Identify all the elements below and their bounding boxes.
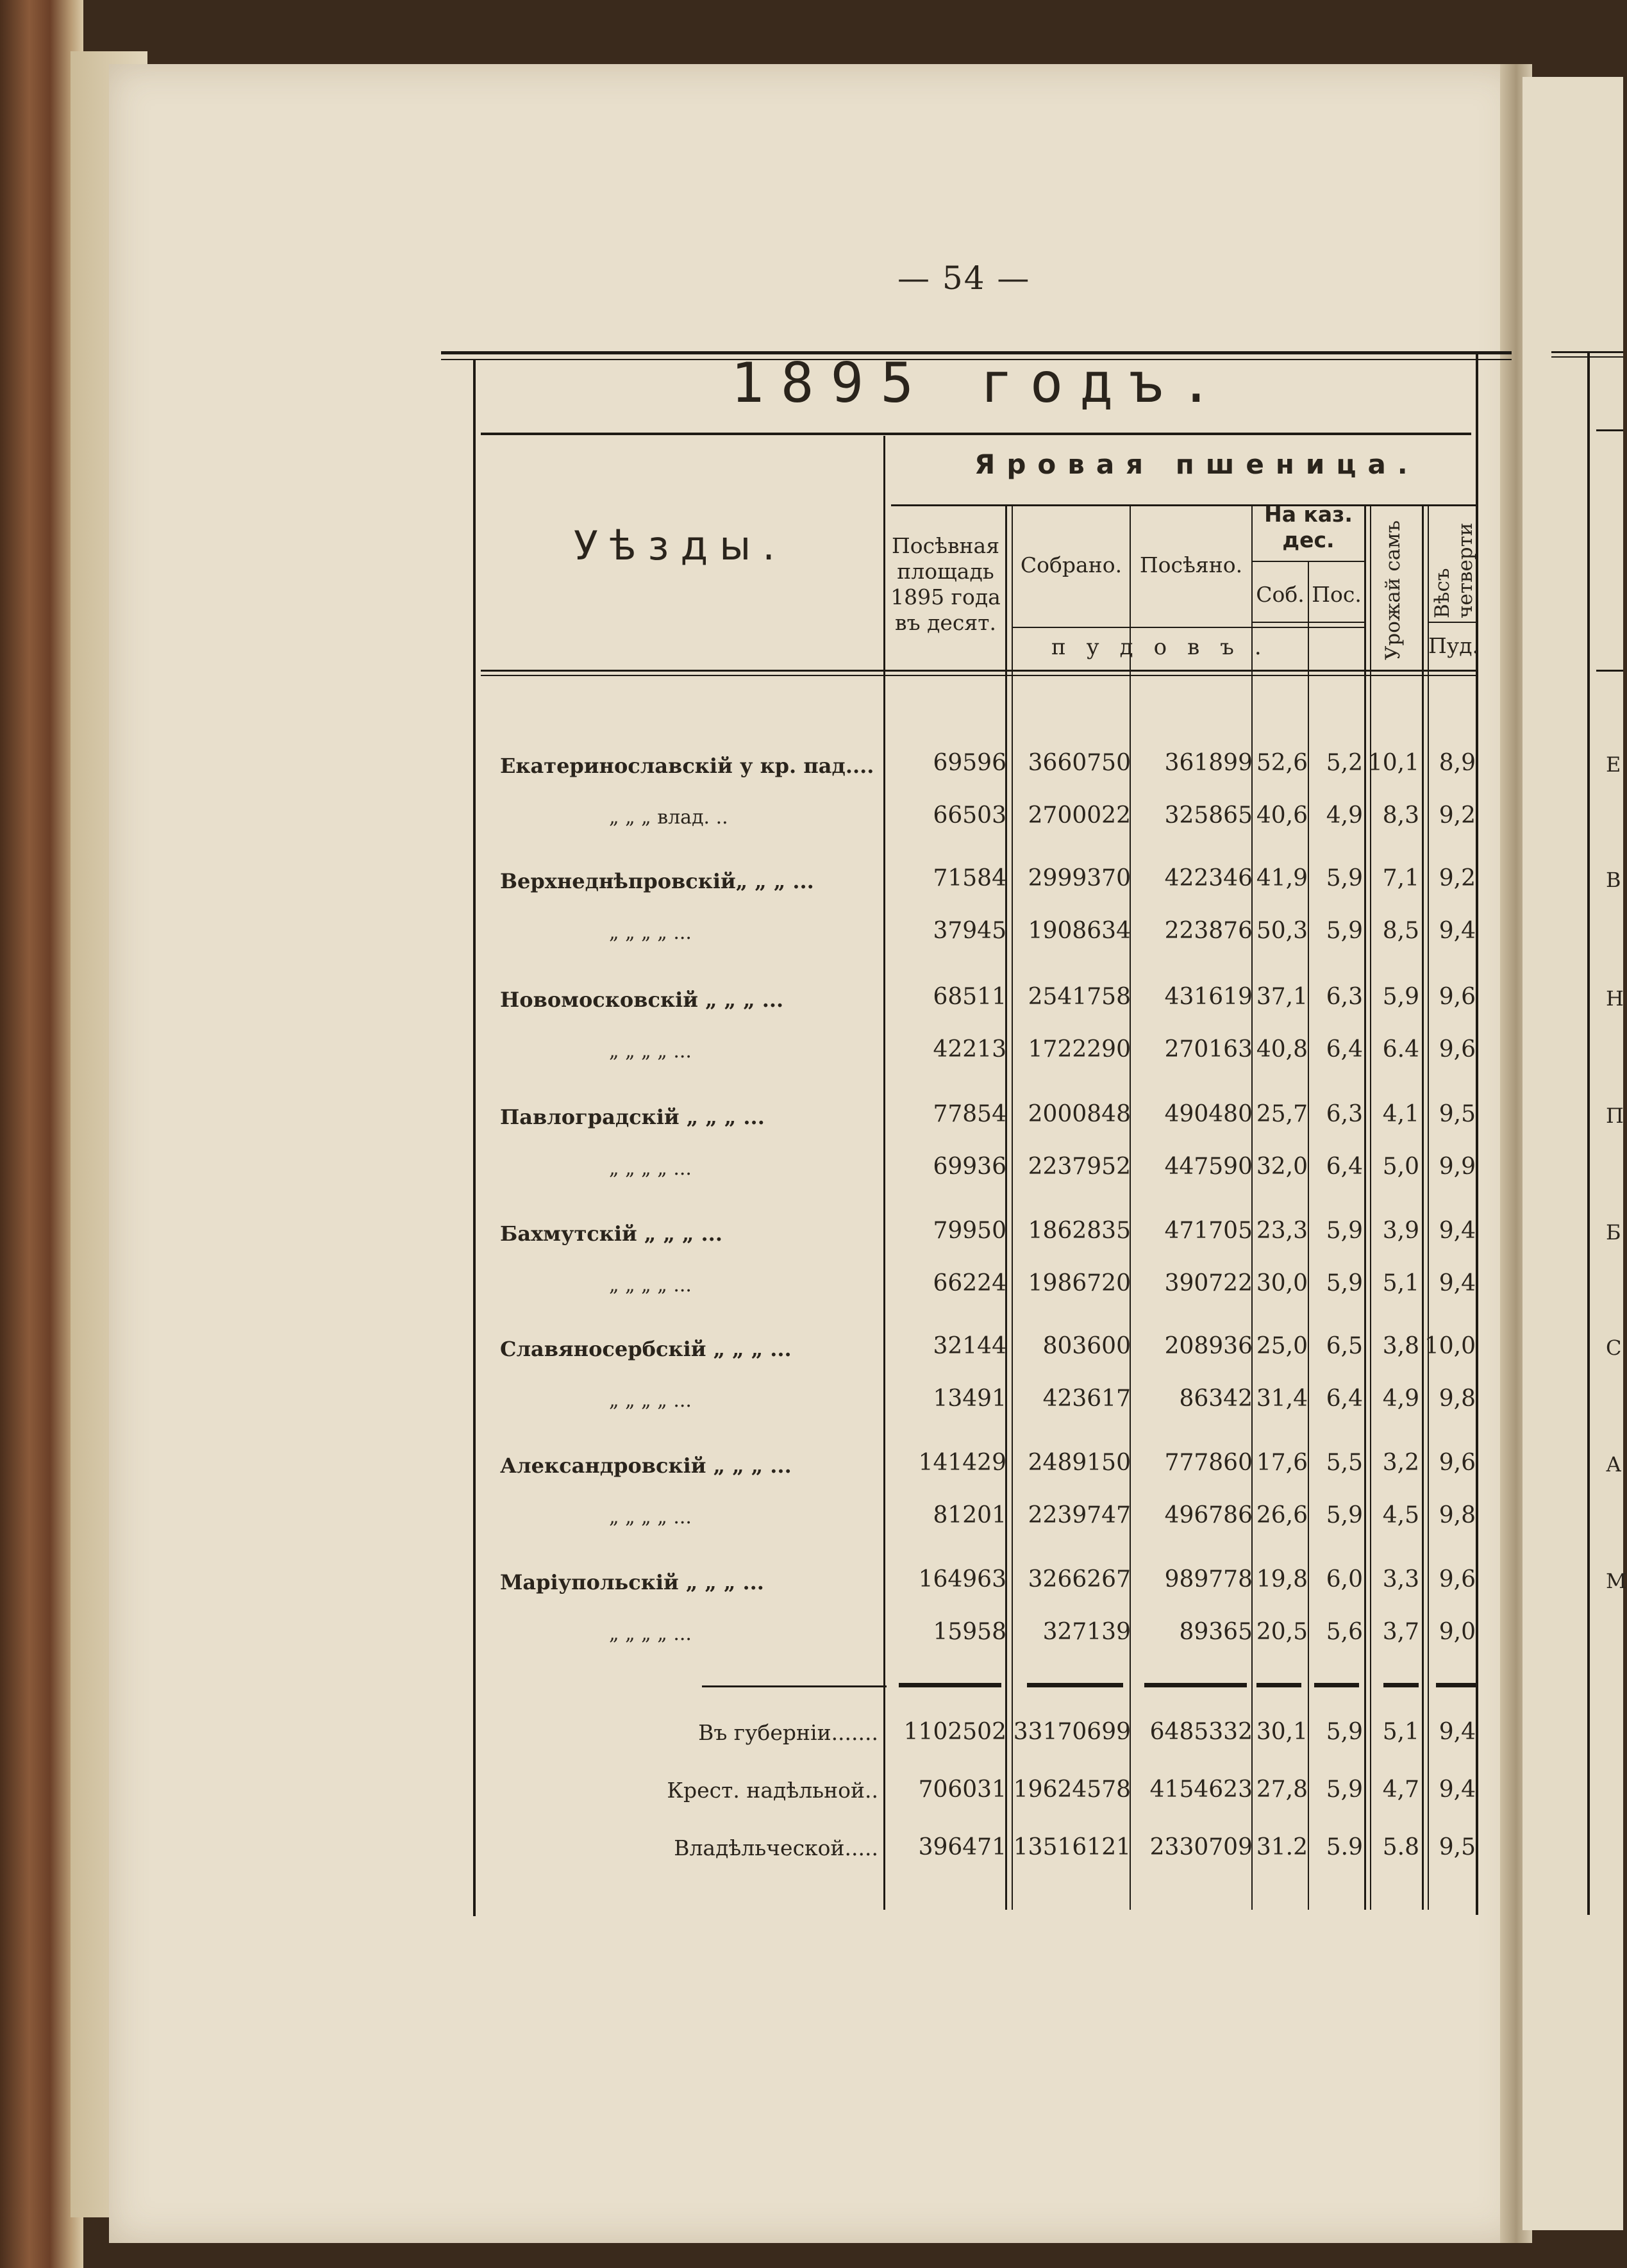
cell-sob: 30,0 <box>1256 1270 1308 1296</box>
cell-sob: 20,5 <box>1256 1619 1308 1645</box>
cell-pos: 6,5 <box>1326 1333 1363 1359</box>
cell-area: 42213 <box>933 1036 1006 1063</box>
cell-collected: 2237952 <box>1028 1154 1131 1180</box>
title-rule <box>481 433 1471 435</box>
totals-bar-sob <box>1256 1683 1301 1687</box>
cell-pos: 5,9 <box>1326 1502 1363 1528</box>
cell-yield: 8,3 <box>1382 802 1419 829</box>
right-page-border <box>1587 351 1590 1915</box>
row-name: Екатеринославскій у кр. пад.... <box>500 754 874 778</box>
total-cell-pos: 5,9 <box>1326 1776 1363 1803</box>
cell-sown: 270163 <box>1164 1036 1253 1063</box>
cell-sob: 31,4 <box>1256 1386 1308 1412</box>
cell-weight: 9,6 <box>1439 1450 1476 1476</box>
cell-pos: 5,9 <box>1326 1270 1363 1296</box>
total-cell-pos: 5.9 <box>1326 1834 1363 1860</box>
crop-header: Яровая пшеница. <box>974 449 1419 480</box>
cell-area: 37945 <box>933 918 1006 944</box>
cell-collected: 3660750 <box>1028 750 1131 776</box>
cell-collected: 2239747 <box>1028 1502 1131 1528</box>
cell-sob: 52,6 <box>1256 750 1308 776</box>
total-cell-weight: 9,4 <box>1439 1776 1476 1803</box>
cell-weight: 8,9 <box>1439 750 1476 776</box>
cell-sob: 40,8 <box>1256 1036 1308 1063</box>
col-sep-sob <box>1308 561 1309 1910</box>
col-sep-collected <box>1130 506 1131 1910</box>
row-name: Славяносербскій „ „ „ ... <box>500 1337 792 1361</box>
cell-weight: 9,4 <box>1439 1270 1476 1296</box>
cell-weight: 9,6 <box>1439 1566 1476 1593</box>
cell-weight: 9,2 <box>1439 865 1476 891</box>
row-name: Павлоградскій „ „ „ ... <box>500 1105 765 1129</box>
cell-sown: 223876 <box>1164 918 1253 944</box>
total-cell-sown: 4154623 <box>1149 1776 1253 1803</box>
cell-collected: 327139 <box>1042 1619 1131 1645</box>
cell-sown: 989778 <box>1164 1566 1253 1593</box>
sobpos-underline <box>1251 622 1364 623</box>
cell-sob: 37,1 <box>1256 984 1308 1010</box>
cell-sown: 471705 <box>1164 1218 1253 1244</box>
total-cell-weight: 9,4 <box>1439 1719 1476 1745</box>
row-name: „ „ „ „ ... <box>609 1157 692 1180</box>
cell-area: 69596 <box>933 750 1006 776</box>
cell-collected: 2541758 <box>1028 984 1131 1010</box>
pud-overline <box>1428 622 1478 623</box>
cell-sown: 431619 <box>1164 984 1253 1010</box>
cell-yield: 7,1 <box>1382 865 1419 891</box>
cell-pos: 4,9 <box>1326 802 1363 829</box>
cell-yield: 3,3 <box>1382 1566 1419 1593</box>
cell-sown: 496786 <box>1164 1502 1253 1528</box>
cell-area: 32144 <box>933 1333 1006 1359</box>
cell-weight: 9,4 <box>1439 918 1476 944</box>
cell-area: 71584 <box>933 865 1006 891</box>
cell-sob: 19,8 <box>1256 1566 1308 1593</box>
right-page-mark: С <box>1606 1336 1622 1360</box>
col-sep-sown <box>1251 506 1253 1910</box>
cell-yield: 3,9 <box>1382 1218 1419 1244</box>
cell-sob: 25,7 <box>1256 1101 1308 1127</box>
totals-bar-weight <box>1436 1683 1476 1687</box>
cell-area: 77854 <box>933 1101 1006 1127</box>
cell-area: 13491 <box>933 1386 1006 1412</box>
header-area-line2: площадь <box>897 559 994 584</box>
cell-collected: 3266267 <box>1028 1566 1131 1593</box>
header-weight-line2: четверти <box>1454 522 1477 618</box>
cell-pos: 6,3 <box>1326 1101 1363 1127</box>
cell-sown: 86342 <box>1179 1386 1253 1412</box>
cell-pos: 6,3 <box>1326 984 1363 1010</box>
cell-collected: 803600 <box>1042 1333 1131 1359</box>
right-page-header-rule <box>1596 670 1623 672</box>
cell-sown: 325865 <box>1164 802 1253 829</box>
cell-area: 79950 <box>933 1218 1006 1244</box>
cell-sob: 26,6 <box>1256 1502 1308 1528</box>
table-title: 1895 годъ. <box>731 351 1230 415</box>
total-cell-pos: 5,9 <box>1326 1719 1363 1745</box>
header-area-line4: въ десят. <box>895 610 996 635</box>
col-sep-area <box>1005 506 1007 1910</box>
row-name: „ „ „ „ ... <box>609 1040 692 1063</box>
cell-pos: 5,2 <box>1326 750 1363 776</box>
cell-yield: 6.4 <box>1382 1036 1419 1063</box>
cell-collected: 1862835 <box>1028 1218 1131 1244</box>
cell-weight: 9,6 <box>1439 1036 1476 1063</box>
right-page-title-rule <box>1596 429 1623 431</box>
cell-pos: 5,5 <box>1326 1450 1363 1476</box>
header-weight <box>1431 503 1477 618</box>
perdes-underline <box>1251 561 1364 562</box>
cell-pos: 5,9 <box>1326 1218 1363 1244</box>
total-cell-yield: 5.8 <box>1382 1834 1419 1860</box>
cell-yield: 10,1 <box>1367 750 1419 776</box>
total-cell-area: 706031 <box>918 1776 1006 1803</box>
header-col-sep-1 <box>883 436 885 1910</box>
cell-weight: 9,2 <box>1439 802 1476 829</box>
cell-area: 69936 <box>933 1154 1006 1180</box>
cell-weight: 9,9 <box>1439 1154 1476 1180</box>
cell-collected: 2700022 <box>1028 802 1131 829</box>
row-name: „ „ „ „ ... <box>609 1506 692 1528</box>
cell-sob: 41,9 <box>1256 865 1308 891</box>
cell-sown: 777860 <box>1164 1450 1253 1476</box>
cell-pos: 5,9 <box>1326 918 1363 944</box>
uezdy-header: Уѣзды. <box>574 522 787 569</box>
totals-bar-collected <box>1027 1683 1123 1687</box>
cell-sown: 490480 <box>1164 1101 1253 1127</box>
header-pos: Пос. <box>1312 582 1362 607</box>
cell-area: 81201 <box>933 1502 1006 1528</box>
cell-sob: 40,6 <box>1256 802 1308 829</box>
row-name: Маріупольскій „ „ „ ... <box>500 1570 764 1594</box>
header-area-line1: Посѣвная <box>891 533 1000 558</box>
total-cell-yield: 4,7 <box>1382 1776 1419 1803</box>
totals-bar-yield <box>1383 1683 1419 1687</box>
right-page-mark: Е <box>1606 752 1621 777</box>
total-cell-sob: 27,8 <box>1256 1776 1308 1803</box>
cell-pos: 5,6 <box>1326 1619 1363 1645</box>
cell-weight: 9,5 <box>1439 1101 1476 1127</box>
cell-weight: 9,4 <box>1439 1218 1476 1244</box>
totals-rule-left <box>702 1685 887 1687</box>
cell-pos: 6,4 <box>1326 1036 1363 1063</box>
cell-yield: 5,9 <box>1382 984 1419 1010</box>
header-bottom-rule-thin <box>481 675 1478 676</box>
right-page-mark: Н <box>1606 986 1624 1011</box>
total-cell-collected: 19624578 <box>1013 1776 1131 1803</box>
header-yield: Урожай самъ <box>1381 520 1405 660</box>
cell-collected: 1908634 <box>1028 918 1131 944</box>
total-cell-collected: 33170699 <box>1013 1719 1131 1745</box>
total-cell-yield: 5,1 <box>1382 1719 1419 1745</box>
row-name: „ „ „ „ ... <box>609 1389 692 1412</box>
total-label: Въ губерніи....... <box>698 1720 878 1745</box>
cell-yield: 3,2 <box>1382 1450 1419 1476</box>
cell-collected: 1722290 <box>1028 1036 1131 1063</box>
cell-sob: 25,0 <box>1256 1333 1308 1359</box>
col-sep-pos <box>1364 506 1366 1910</box>
right-page-mark: А <box>1606 1452 1622 1477</box>
row-name: Александровскій „ „ „ ... <box>500 1453 792 1478</box>
total-cell-sob: 30,1 <box>1256 1719 1308 1745</box>
cell-area: 66503 <box>933 802 1006 829</box>
header-per-des-line2: дес. <box>1282 527 1335 552</box>
row-name: Бахмутскій „ „ „ ... <box>500 1221 722 1246</box>
total-cell-weight: 9,5 <box>1439 1834 1476 1860</box>
header-weight-line1: Вѣсъ <box>1431 568 1454 618</box>
cell-yield: 3,7 <box>1382 1619 1419 1645</box>
header-per-des <box>1253 502 1364 553</box>
cell-collected: 1986720 <box>1028 1270 1131 1296</box>
cell-yield: 4,5 <box>1382 1502 1419 1528</box>
cell-weight: 9,0 <box>1439 1619 1476 1645</box>
cell-weight: 9,8 <box>1439 1502 1476 1528</box>
total-cell-collected: 13516121 <box>1013 1834 1131 1860</box>
cell-sob: 17,6 <box>1256 1450 1308 1476</box>
row-name: Новомосковскій „ „ „ ... <box>500 988 784 1012</box>
cell-weight: 10,0 <box>1424 1333 1476 1359</box>
right-page-fragment <box>1523 77 1623 2230</box>
pudov-overline <box>1012 627 1364 628</box>
cell-sown: 89365 <box>1179 1619 1253 1645</box>
cell-collected: 2999370 <box>1028 865 1131 891</box>
cell-area: 141429 <box>918 1450 1006 1476</box>
cell-sob: 32,0 <box>1256 1154 1308 1180</box>
col-sep-yield <box>1422 506 1424 1910</box>
header-sob: Соб. <box>1256 582 1305 607</box>
col-sep-yield-b <box>1428 506 1429 1910</box>
total-cell-area: 396471 <box>918 1834 1006 1860</box>
cell-yield: 3,8 <box>1382 1333 1419 1359</box>
cell-sob: 50,3 <box>1256 918 1308 944</box>
right-page-mark: М <box>1606 1569 1627 1593</box>
header-per-des-line1: На каз. <box>1264 502 1353 527</box>
page-number: — 54 — <box>897 260 1031 297</box>
cell-sown: 422346 <box>1164 865 1253 891</box>
cell-area: 15958 <box>933 1619 1006 1645</box>
totals-bar-sown <box>1144 1683 1247 1687</box>
row-name: „ „ „ „ ... <box>609 1623 692 1645</box>
header-bottom-rule <box>481 670 1478 672</box>
cell-yield: 5,1 <box>1382 1270 1419 1296</box>
right-page-mark: Б <box>1606 1220 1621 1245</box>
total-cell-sown: 6485332 <box>1149 1719 1253 1745</box>
total-label: Крест. надѣльной.. <box>667 1778 878 1803</box>
header-collected: Собрано. <box>1020 552 1122 577</box>
cell-area: 164963 <box>918 1566 1006 1593</box>
cell-collected: 423617 <box>1042 1386 1131 1412</box>
totals-bar-area <box>899 1683 1001 1687</box>
total-cell-area: 1102502 <box>903 1719 1006 1745</box>
total-label: Владѣльческой..... <box>674 1835 878 1860</box>
cell-yield: 4,9 <box>1382 1386 1419 1412</box>
col-sep-pos-b <box>1370 506 1371 1910</box>
cell-yield: 5,0 <box>1382 1154 1419 1180</box>
cell-pos: 6,4 <box>1326 1154 1363 1180</box>
totals-bar-pos <box>1314 1683 1359 1687</box>
cell-area: 66224 <box>933 1270 1006 1296</box>
col-sep-area-b <box>1012 506 1013 1910</box>
cell-yield: 8,5 <box>1382 918 1419 944</box>
cell-sown: 361899 <box>1164 750 1253 776</box>
cell-sob: 23,3 <box>1256 1218 1308 1244</box>
total-cell-sob: 31.2 <box>1256 1834 1308 1860</box>
cell-yield: 4,1 <box>1382 1101 1419 1127</box>
cell-sown: 447590 <box>1164 1154 1253 1180</box>
header-area-line3: 1895 года <box>890 584 1001 609</box>
header-area <box>886 533 1005 636</box>
left-border <box>473 359 476 1916</box>
row-name: „ „ „ „ ... <box>609 1274 692 1296</box>
row-name: Верхнеднѣпровскій„ „ „ ... <box>500 869 814 893</box>
header-pudov: пудовъ. <box>1051 634 1282 660</box>
cell-pos: 6,0 <box>1326 1566 1363 1593</box>
cell-weight: 9,6 <box>1439 984 1476 1010</box>
cell-sown: 390722 <box>1164 1270 1253 1296</box>
cell-pos: 6,4 <box>1326 1386 1363 1412</box>
cell-weight: 9,8 <box>1439 1386 1476 1412</box>
total-cell-sown: 2330709 <box>1149 1834 1253 1860</box>
cell-pos: 5,9 <box>1326 865 1363 891</box>
row-name: „ „ „ влад. .. <box>609 806 728 829</box>
right-page-mark: В <box>1606 868 1621 892</box>
cell-collected: 2489150 <box>1028 1450 1131 1476</box>
row-name: „ „ „ „ ... <box>609 922 692 944</box>
cell-collected: 2000848 <box>1028 1101 1131 1127</box>
cell-sown: 208936 <box>1164 1333 1253 1359</box>
header-sown: Посѣяно. <box>1139 552 1243 577</box>
cell-area: 68511 <box>933 984 1006 1010</box>
header-pud: Пуд. <box>1428 633 1480 658</box>
right-page-mark: П <box>1606 1104 1624 1128</box>
